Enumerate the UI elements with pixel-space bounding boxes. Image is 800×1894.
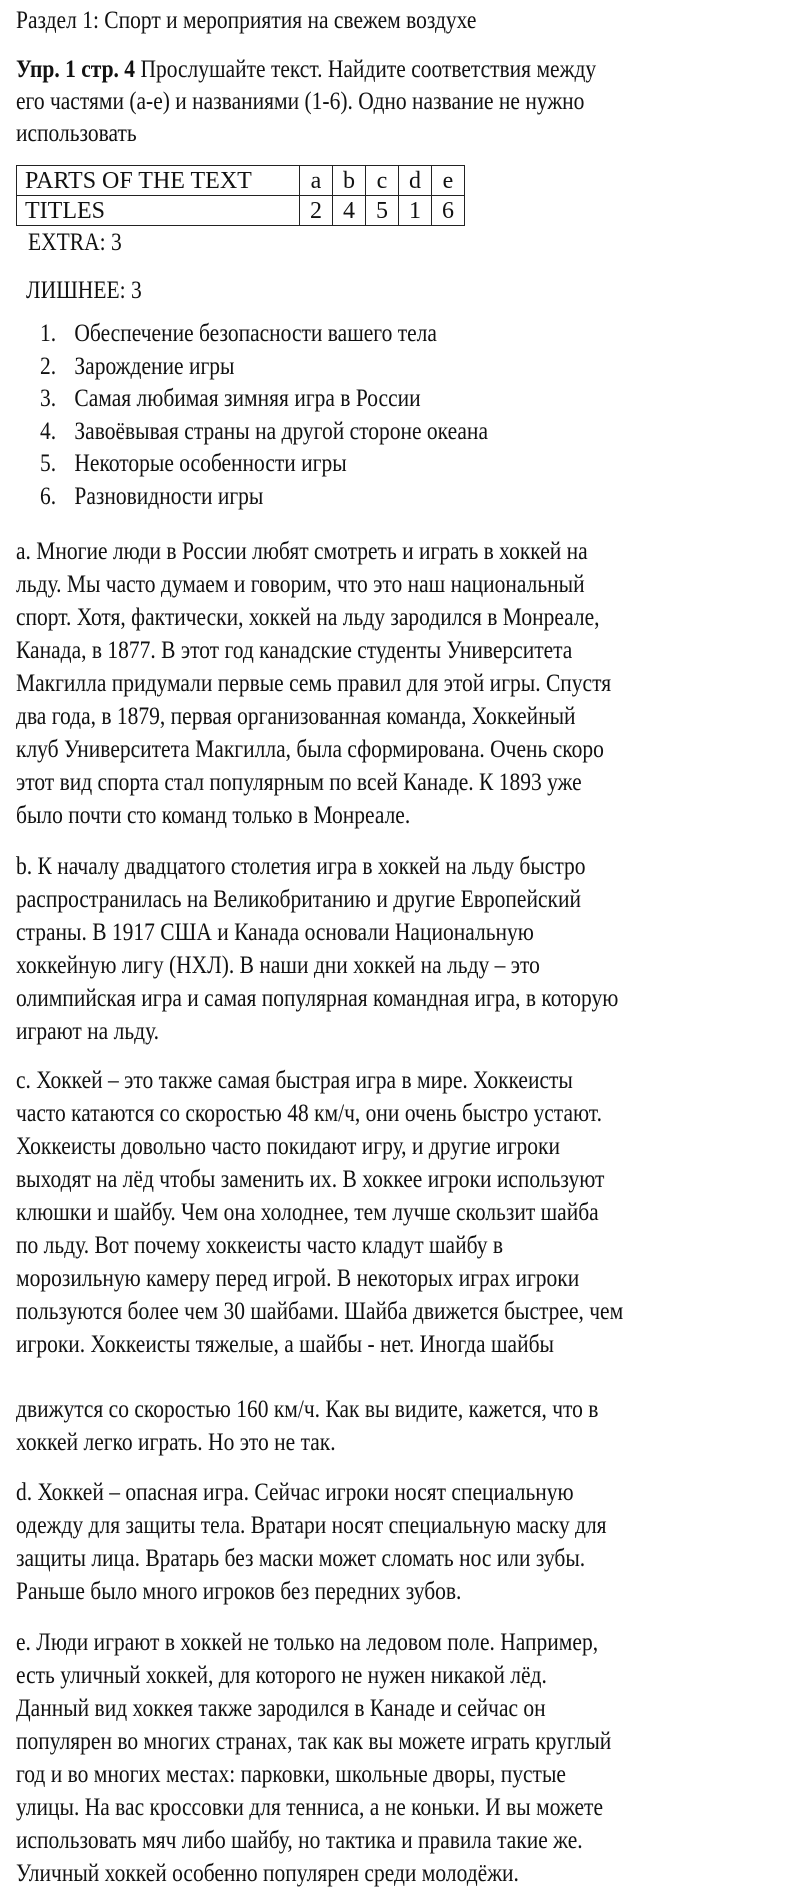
paragraph-line: клюшки и шайбу. Чем она холоднее, тем лучше скользит шайба <box>16 1199 599 1226</box>
paragraph-line: одежду для защиты тела. Вратари носят специальную маску для <box>16 1512 607 1539</box>
paragraph-line: защиты лица. Вратарь без маски может сломать нос или зубы. <box>16 1545 586 1572</box>
title-item: 4. Завоёвывая страны на другой стороне океана <box>40 417 488 445</box>
paragraph-line: a. Многие люди в России любят смотреть и играть в хоккей на <box>16 538 588 565</box>
answer-table-row-titles <box>17 196 465 226</box>
paragraph-line: год и во многих местах: парковки, школьные дворы, пустые <box>16 1761 566 1788</box>
paragraph-line: есть уличный хоккей, для которого не нужен никакой лёд. <box>16 1662 547 1689</box>
paragraph-line: d. Хоккей – опасная игра. Сейчас игроки носят специальную <box>16 1479 574 1506</box>
paragraph-line: этот вид спорта стал популярным по всей Канаде. К 1893 уже <box>16 769 582 796</box>
answer-table <box>16 165 465 226</box>
paragraph-line: Раньше было много игроков без передних зубов. <box>16 1578 462 1605</box>
paragraph-line: страны. В 1917 США и Канада основали Национальную <box>16 919 534 946</box>
part-d: d <box>399 166 432 196</box>
paragraph-line: Хоккеисты довольно часто покидают игру, и другие игроки <box>16 1133 560 1160</box>
exercise-ref: Упр. 1 стр. 4 <box>16 56 136 83</box>
paragraph-line: пользуются более чем 30 шайбами. Шайба движется быстрее, чем <box>16 1298 624 1325</box>
title-item: 2. Зарождение игры <box>40 352 235 380</box>
paragraph-line: Макгилла придумали первые семь правил для этой игры. Спустя <box>16 670 612 697</box>
paragraph-line: движутся со скоростью 160 км/ч. Как вы видите, кажется, что в <box>16 1396 599 1423</box>
title-for-e: 6 <box>432 196 465 226</box>
paragraph-line: хоккей легко играть. Но это не так. <box>16 1429 336 1456</box>
title-item: 6. Разновидности игры <box>40 482 264 510</box>
title-for-c: 5 <box>366 196 399 226</box>
exercise-instruction-line-3: использовать <box>16 120 137 147</box>
section-title: Раздел 1: Спорт и мероприятия на свежем воздухе <box>16 7 477 34</box>
paragraph-line: Канада, в 1877. В этот год канадские студенты Университета <box>16 637 573 664</box>
answer-table-row-parts <box>17 166 465 196</box>
parts-label: PARTS OF THE TEXT <box>17 166 300 196</box>
paragraph-line: выходят на лёд чтобы заменить их. В хоккее игроки используют <box>16 1166 605 1193</box>
title-for-a: 2 <box>300 196 333 226</box>
paragraph-line: льду. Мы часто думаем и говорим, что это наш национальный <box>16 571 585 598</box>
part-b: b <box>333 166 366 196</box>
paragraph-line: Данный вид хоккея также зародился в Канаде и сейчас он <box>16 1695 546 1722</box>
part-e: e <box>432 166 465 196</box>
paragraph-line: было почти сто команд только в Монреале. <box>16 802 411 829</box>
paragraph-line: олимпийская игра и самая популярная командная игра, в которую <box>16 985 619 1012</box>
exercise-instruction-line-2: его частями (a-e) и названиями (1-6). Одно название не нужно <box>16 88 585 115</box>
paragraph-line: играют на льду. <box>16 1018 160 1045</box>
title-item: 5. Некоторые особенности игры <box>40 450 347 477</box>
paragraph-line: морозильную камеру перед игрой. В некоторых играх игроки <box>16 1265 580 1292</box>
paragraph-line: использовать мяч либо шайбу, но тактика и правила такие же. <box>16 1827 583 1854</box>
paragraph-line: c. Хоккей – это также самая быстрая игра в мире. Хоккеисты <box>16 1067 573 1094</box>
paragraph-line: клуб Университета Макгилла, была сформирована. Очень скоро <box>16 736 604 763</box>
part-c: c <box>366 166 399 196</box>
titles-list <box>40 318 561 513</box>
paragraph-line: по льду. Вот почему хоккеисты часто кладут шайбу в <box>16 1232 503 1259</box>
paragraph-line: часто катаются со скоростью 48 км/ч, они очень быстро устают. <box>16 1100 602 1127</box>
extra-answer: EXTRA: 3 <box>28 229 122 256</box>
titles-label: TITLES <box>17 196 300 226</box>
paragraph-line: хоккейную лигу (НХЛ). В наши дни хоккей на льду – это <box>16 952 540 979</box>
paragraph-line: два года, в 1879, первая организованная команда, Хоккейный <box>16 703 576 730</box>
paragraph-line: b. К началу двадцатого столетия игра в хоккей на льду быстро <box>16 853 586 880</box>
paragraph-line: распространилась на Великобританию и другие Европейский <box>16 886 581 913</box>
paragraph-line: игроки. Хоккеисты тяжелые, а шайбы - нет. Иногда шайбы <box>16 1331 554 1358</box>
paragraph-line: спорт. Хотя, фактически, хоккей на льду зародился в Монреале, <box>16 604 600 631</box>
paragraph-line: e. Люди играют в хоккей не только на ледовом поле. Например, <box>16 1629 599 1656</box>
exercise-instruction-line-1: Упр. 1 стр. 4 Прослушайте текст. Найдите соответствия между <box>16 56 597 83</box>
paragraph-line: улицы. На вас кроссовки для тенниса, а не коньки. И вы можете <box>16 1794 604 1821</box>
title-item: 3. Самая любимая зимняя игра в России <box>40 385 421 412</box>
paragraph-line: популярен во многих странах, так как вы можете играть круглый <box>16 1728 612 1755</box>
title-for-d: 1 <box>399 196 432 226</box>
title-item: 1. Обеспечение безопасности вашего тела <box>40 320 437 347</box>
title-for-b: 4 <box>333 196 366 226</box>
part-a: a <box>300 166 333 196</box>
paragraph-line: Уличный хоккей особенно популярен среди молодёжи. <box>16 1860 519 1887</box>
extra-answer-ru: ЛИШНЕЕ: 3 <box>26 277 142 304</box>
